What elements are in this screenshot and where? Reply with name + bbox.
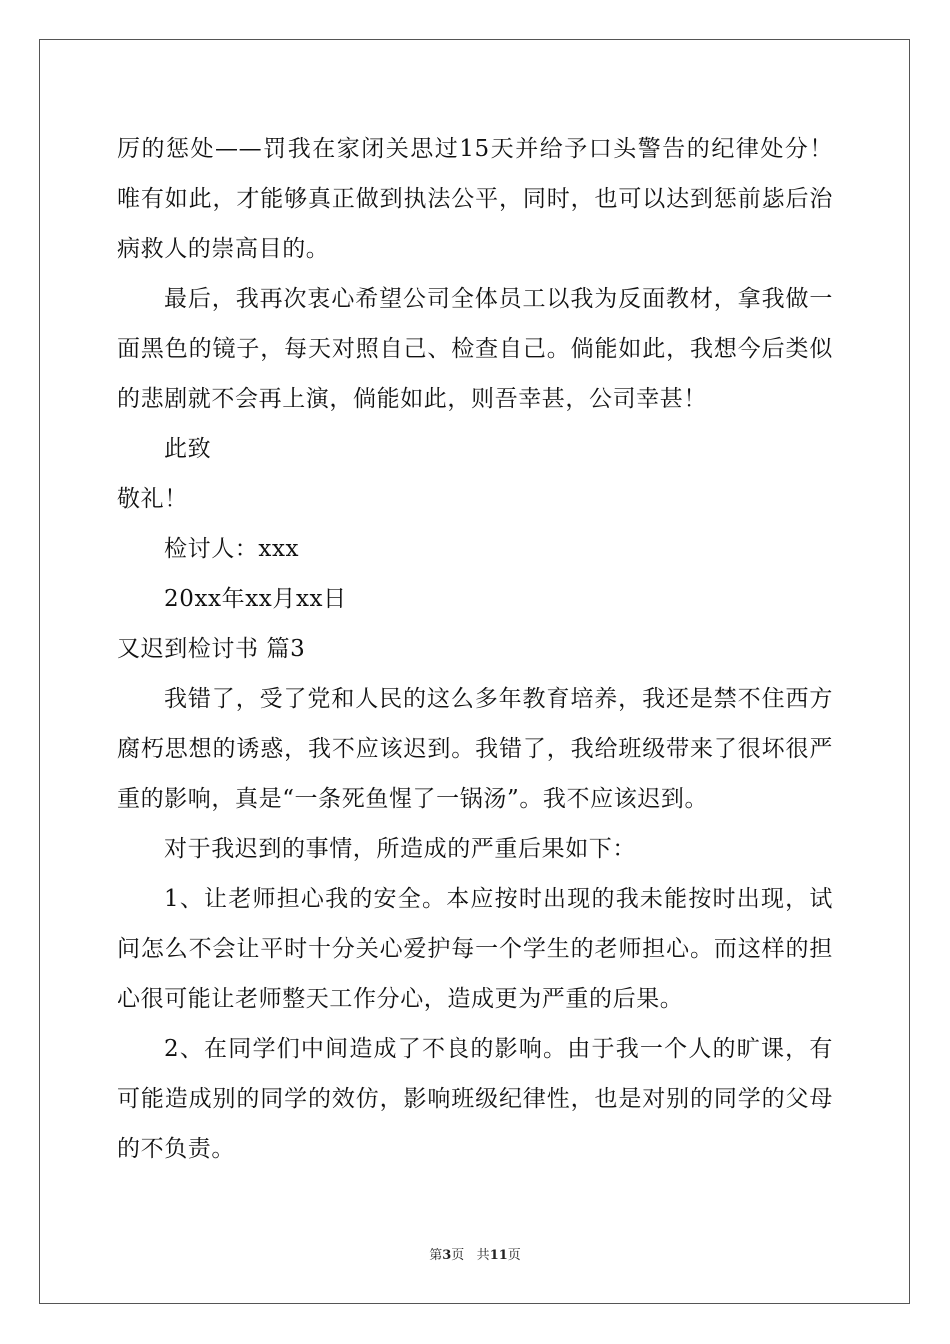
paragraph-line: 腐朽思想的诱惑，我不应该迟到。我错了，我给班级带来了很坏很严	[117, 736, 833, 762]
paragraph-line: 的悲剧就不会再上演，倘能如此，则吾幸甚，公司幸甚！	[117, 386, 707, 412]
closing-salutation: 此致	[164, 436, 212, 462]
list-item-line: 心很可能让老师整天工作分心，造成更为严重的后果。	[117, 986, 684, 1012]
paragraph-line: 重的影响，真是“一条死鱼惺了一锅汤”。我不应该迟到。	[117, 786, 709, 812]
list-item-line: 1、让老师担心我的安全。本应按时出现的我未能按时出现，试	[164, 886, 833, 912]
page-number: 3	[442, 1248, 452, 1263]
page-border	[39, 39, 910, 1304]
paragraph-line: 唯有如此，才能够真正做到执法公平，同时，也可以达到惩前毖后治	[117, 186, 833, 212]
paragraph-line: 病救人的崇高目的。	[117, 236, 330, 262]
paragraph-line: 面黑色的镜子，每天对照自己、检查自己。倘能如此，我想今后类似	[117, 336, 833, 362]
list-item-line: 可能造成别的同学的效仿，影响班级纪律性，也是对别的同学的父母	[117, 1086, 833, 1112]
closing-regards: 敬礼！	[117, 486, 188, 512]
total-prefix: 共	[476, 1248, 490, 1263]
list-item-line: 问怎么不会让平时十分关心爱护每一个学生的老师担心。而这样的担	[117, 936, 833, 962]
total-pages: 11	[489, 1248, 508, 1263]
paragraph-line: 对于我迟到的事情，所造成的严重后果如下：	[164, 836, 636, 862]
paragraph-line: 我错了，受了党和人民的这么多年教育培养，我还是禁不住西方	[164, 686, 833, 712]
section-heading: 又迟到检讨书 篇3	[117, 636, 306, 662]
author-signature: 检讨人：xxx	[164, 536, 300, 562]
page-footer	[0, 1244, 950, 1263]
page-suffix: 页	[451, 1248, 465, 1263]
list-item-line: 的不负责。	[117, 1136, 235, 1162]
page-prefix: 第	[429, 1248, 443, 1263]
paragraph-line: 最后，我再次衷心希望公司全体员工以我为反面教材，拿我做一	[164, 286, 833, 312]
date-line: 20xx年xx月xx日	[164, 586, 347, 612]
paragraph-line: 厉的惩处——罚我在家闭关思过15天并给予口头警告的纪律处分！	[117, 136, 833, 162]
total-suffix: 页	[507, 1248, 521, 1263]
list-item-line: 2、在同学们中间造成了不良的影响。由于我一个人的旷课，有	[164, 1036, 833, 1062]
